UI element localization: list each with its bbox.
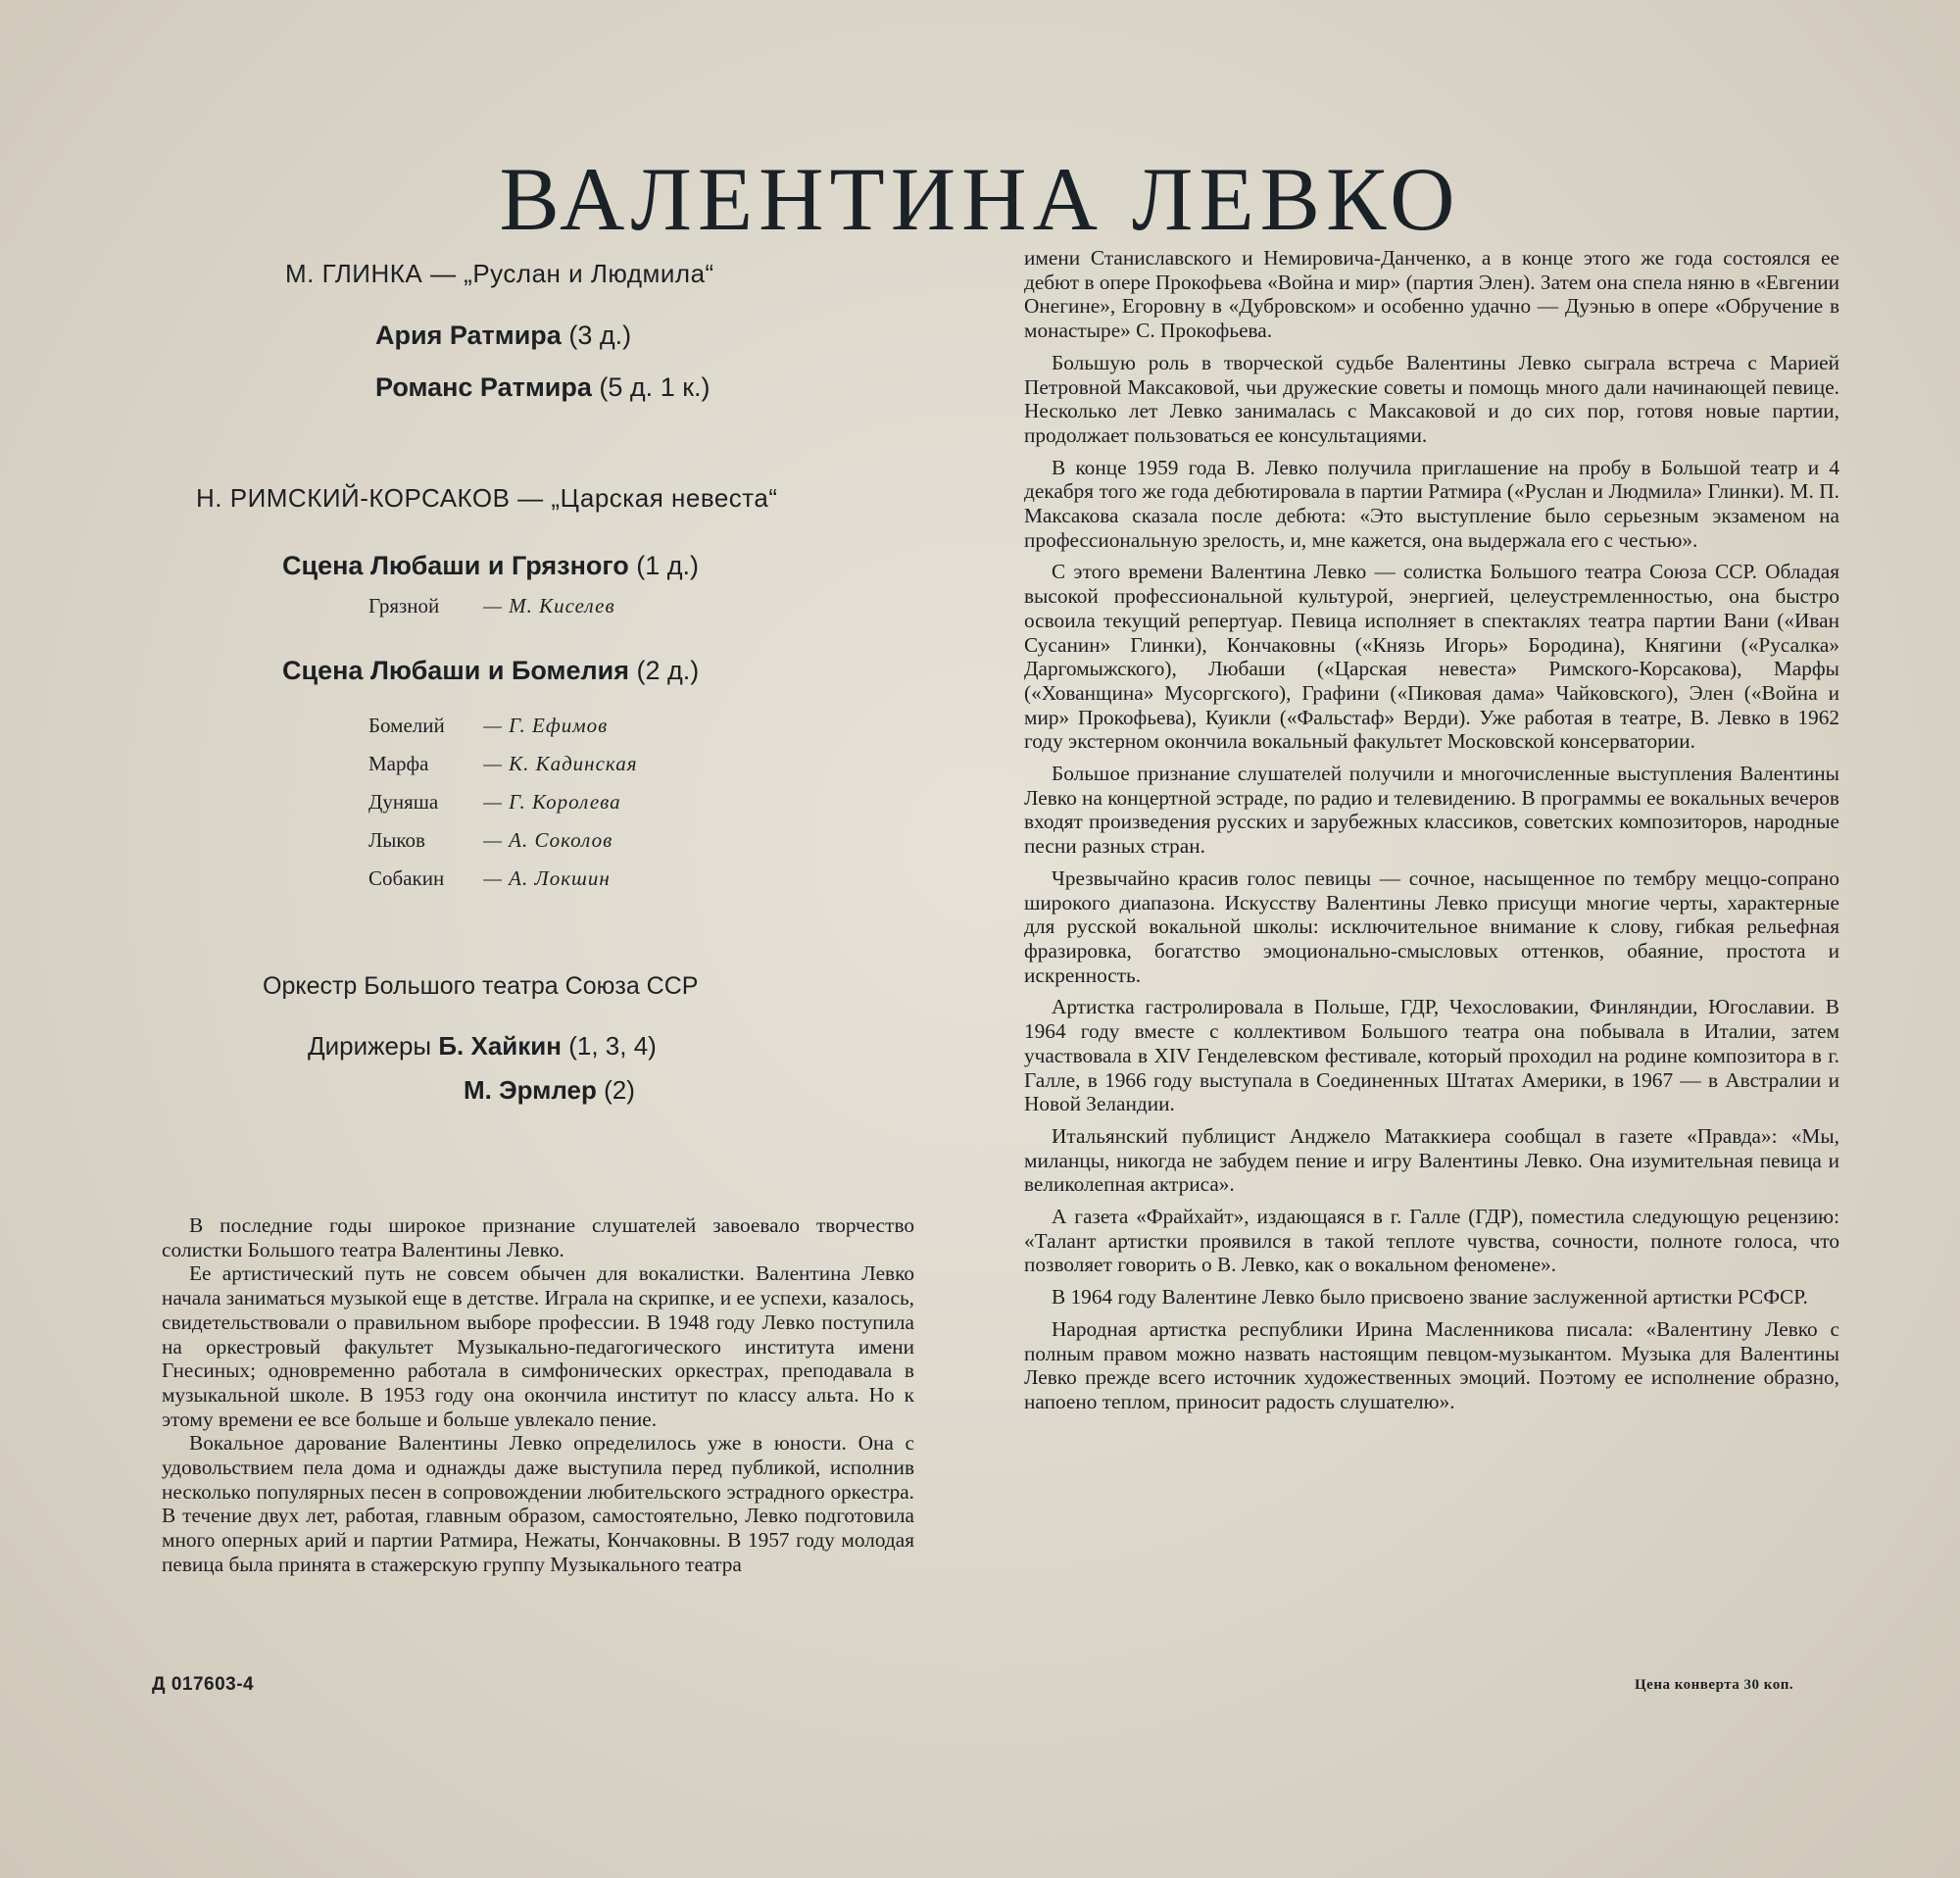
work-title	[282, 551, 699, 581]
track-program	[0, 0, 980, 1176]
cast-role: Грязной	[368, 594, 440, 618]
biography-right-column	[1024, 246, 1839, 1422]
work-title	[375, 321, 631, 351]
composer-heading-rimsky-korsakov: Н. РИМСКИЙ-КОРСАКОВ — „Царская невеста“	[196, 483, 778, 513]
conductor-tracks: (1, 3, 4)	[568, 1031, 657, 1061]
cast-singer: — Г. Ефимов	[483, 714, 609, 737]
cast-line	[368, 714, 608, 738]
work-name: Романс Ратмира	[375, 372, 592, 402]
bio-paragraph: С этого времени Валентина Левко — солистка Большого театра Союза ССР. Обладая высокой профессиональной культурой, энергией, целеустремленностью, она быстро освоила текущий репертуар. Певица исполняет в спектаклях театра партии Вани («Иван Сусанин» Глинки), Кончаковны («Князь Игорь» Бородина), Княгини («Русалка» Даргомыжского), Любаши («Царская невеста» Римского-Корсакова), Марфы («Хованщина» Мусоргского), Графини («Пиковая дама» Чайковского), Элен («Война и мир» Прокофьева), Куикли («Фальстаф» Верди). Уже работая в театре, В. Левко в 1962 году экстерном окончила вокальный факультет Московской консерватории.	[1024, 560, 1839, 754]
bio-paragraph: Вокальное дарование Валентины Левко определилось уже в юности. Она с удовольствием пела дома и однажды даже выступила перед публикой, исполнив несколько популярных песен в сопровождении любительского эстрадного оркестра. В течение двух лет, работая, главным образом, самостоятельно, Левко подготовила много оперных арий и партии Ратмира, Нежаты, Кончаковны. В 1957 году молодая певица была принята в стажерскую группу Музыкального театра	[162, 1431, 914, 1576]
orchestra-credit: Оркестр Большого театра Союза ССР	[263, 972, 699, 1000]
work-title	[375, 372, 710, 403]
act-number: (3 д.)	[568, 321, 632, 350]
cast-singer: — А. Соколов	[483, 828, 613, 852]
bio-paragraph: В конце 1959 года В. Левко получила приглашение на пробу в Большой театр и 4 декабря того же года дебютировала в партии Ратмира («Руслан и Людмила» Глинки). М. П. Максакова сказала после дебюта: «Это выступление было серьезным экзаменом на профессиональную зрелость, и, мне кажется, она выдержала его с честью».	[1024, 455, 1839, 552]
work-title	[282, 656, 699, 686]
biography-left-column	[162, 1213, 914, 1577]
work-name: Сцена Любаши и Бомелия	[282, 656, 630, 685]
cast-singer: — Г. Королева	[483, 790, 621, 814]
cast-line	[368, 752, 638, 776]
bio-paragraph: Ее артистический путь не совсем обычен для вокалистки. Валентина Левко начала заниматься музыкой еще в детстве. Играла на скрипке, и ее успехи, казалось, свидетельствовали о правильном выборе профессии. В 1948 году Левко поступила на оркестровый факультет Музыкально-педагогического института имени Гнесиных; одновременно работала в симфонических оркестрах, преподавала в музыкальной школе. В 1953 году она окончила институт по классу альта. Но к этому времени ее все больше и больше увлекало пение.	[162, 1261, 914, 1431]
conductor-tracks: (2)	[604, 1075, 635, 1105]
cast-singer: — А. Локшин	[483, 866, 611, 890]
bio-paragraph: Чрезвычайно красив голос певицы — сочное, насыщенное по тембру меццо-сопрано широкого диапазона. Искусству Валентины Левко присущи многие черты, характерные для русской вокальной школы: исключительное внимание к слову, гибкая рельефная фразировка, богатство эмоционально-смысловых оттенков, обаяние, простота и искренность.	[1024, 865, 1839, 987]
act-number: (5 д. 1 к.)	[599, 372, 710, 402]
artist-title: ВАЛЕНТИНА ЛЕВКО	[499, 148, 1461, 249]
bio-paragraph: В 1964 году Валентине Левко было присвоено звание заслуженной артистки РСФСР.	[1052, 1285, 1808, 1310]
conductors-label: Дирижеры	[308, 1031, 432, 1061]
composer-heading-glinka: М. ГЛИНКА — „Руслан и Людмила“	[285, 259, 714, 288]
cast-line	[368, 790, 621, 815]
act-number: (2 д.)	[636, 656, 700, 685]
bio-paragraph: Народная артистка республики Ирина Масленникова писала: «Валентину Левко с полным правом можно назвать настоящим певцом-музыкантом. Музыка для Валентины Левко прежде всего источник художественных эмоций. Поэтому ее исполнение образно, напоено теплом, приносит радость слушателю».	[1024, 1316, 1839, 1413]
conductor-line	[308, 1031, 657, 1062]
act-number: (1 д.)	[636, 551, 700, 580]
cast-line	[368, 594, 615, 618]
bio-paragraph: Большое признание слушателей получили и многочисленные выступления Валентины Левко на концертной эстраде, по радио и телевидению. В программы ее вокальных вечеров входят произведения русских и зарубежных классиков, советских композиторов, народные песни разных стран.	[1024, 762, 1839, 859]
bio-paragraph: В последние годы широкое признание слушателей завоевало творчество солистки Большого театра Валентины Левко.	[162, 1213, 914, 1261]
cast-role: Лыков	[368, 828, 425, 852]
bio-paragraph: А газета «Фрайхайт», издающаяся в г. Галле (ГДР), поместила следующую рецензию: «Талант артистки проявился в такой теплоте чувства, сочности, полноте голоса, что позволяет говорить о В. Левко, как о вокальном феномене».	[1024, 1205, 1839, 1277]
work-name: Сцена Любаши и Грязного	[282, 551, 629, 580]
sleeve-price: Цена конверта 30 коп.	[1635, 1677, 1794, 1693]
conductor-name: Б. Хайкин	[438, 1031, 562, 1061]
cast-role: Марфа	[368, 752, 429, 775]
cast-singer: — К. Кадинская	[483, 752, 638, 775]
cast-role: Собакин	[368, 866, 445, 890]
cast-role: Бомелий	[368, 714, 445, 737]
bio-paragraph: имени Станиславского и Немировича-Данченко, а в конце этого же года состоялся ее дебют в опере Прокофьева «Война и мир» (партия Элен). Затем она спела няню в «Евгении Онегине», Егоровну в «Дубровском» и особенно удачно — Дуэнью в опере «Обручение в монастыре» С. Прокофьева.	[1024, 246, 1839, 343]
bio-paragraph: Артистка гастролировала в Польше, ГДР, Чехословакии, Финляндии, Югославии. В 1964 году вместе с коллективом Большого театра она побывала в Италии, затем участвовала в XIV Генделевском фестивале, который проходил на родине композитора в г. Галле, в 1966 году выступала в Соединенных Штатах Америки, в 1967 — в Австралии и Новой Зеландии.	[1024, 995, 1839, 1116]
cast-role: Дуняша	[368, 790, 439, 814]
cast-singer: — М. Киселев	[483, 594, 615, 618]
bio-paragraph: Большую роль в творческой судьбе Валентины Левко сыграла встреча с Марией Петровной Максаковой, чьи дружеские советы и помощь много дали начинающей певице. Несколько лет Левко занималась с Максаковой и до сих пор, готовя новые партии, продолжает пользоваться ее консультациями.	[1024, 350, 1839, 447]
bio-paragraph: Итальянский публицист Анджело Матаккиера сообщал в газете «Правда»: «Мы, миланцы, никогда не забудем пение и игру Валентины Левко. Она изумительная певица и великолепная актриса».	[1024, 1123, 1839, 1197]
cast-line	[368, 828, 612, 853]
conductor-line	[464, 1075, 635, 1106]
cast-line	[368, 866, 611, 891]
catalog-number: Д 017603-4	[152, 1674, 255, 1695]
conductor-name: М. Эрмлер	[464, 1075, 597, 1105]
work-name: Ария Ратмира	[375, 321, 562, 350]
